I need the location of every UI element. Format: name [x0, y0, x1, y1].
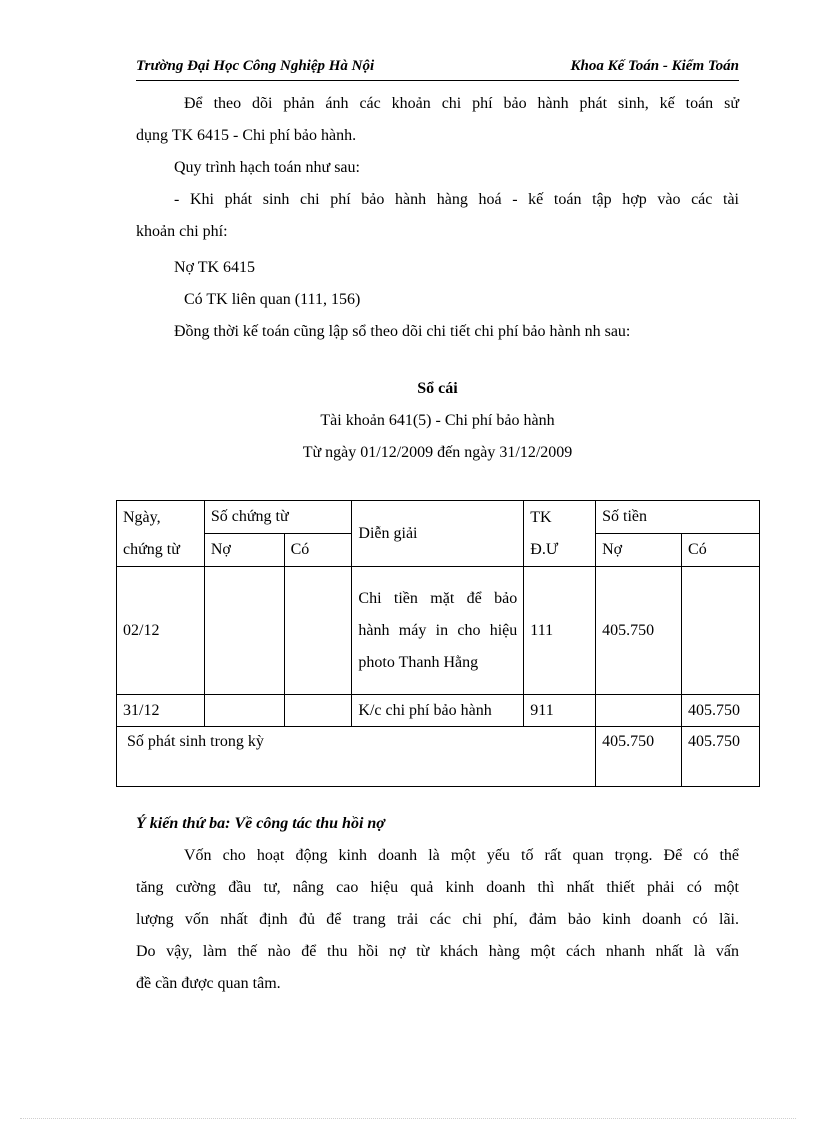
table-row — [117, 695, 760, 727]
row-debit: 405.750 — [596, 567, 682, 695]
table-header-row-1 — [117, 501, 760, 534]
header-voucher-debit: Nợ — [204, 534, 284, 567]
intro-line-1: Để theo dõi phản ánh các khoản chi phí bảo hành phát sinh, kế toán sử — [184, 95, 739, 112]
section-line-3: lượng vốn nhất định đủ để trang trải các chi phí, đảm bảo kinh doanh có lãi. — [136, 911, 739, 928]
intro-line-5: khoản chi phí: — [136, 223, 228, 240]
ledger-table — [116, 500, 760, 787]
row-credit: 405.750 — [682, 695, 760, 727]
header-voucher-credit: Có — [284, 534, 352, 567]
section-line-2: tăng cường đầu tư, nâng cao hiệu quả kinh doanh thì nhất thiết phải có một — [136, 879, 739, 896]
intro-line-6: Đồng thời kế toán cũng lập sổ theo dõi chi tiết chi phí bảo hành nh sau: — [174, 323, 631, 340]
section-line-1: Vốn cho hoạt động kinh doanh là một yếu tố rất quan trọng. Để có thể — [184, 847, 739, 864]
total-debit: 405.750 — [596, 727, 682, 787]
header-date-line-1: Ngày, — [123, 508, 161, 526]
total-label: Số phát sinh trong kỳ — [117, 727, 596, 787]
row-date: 31/12 — [117, 695, 205, 727]
row-voucher-debit — [204, 567, 284, 695]
ledger-title: Sổ cái — [417, 380, 458, 397]
table-row — [117, 567, 760, 695]
header-account-line-1: TK — [530, 508, 552, 526]
row-date: 02/12 — [117, 567, 205, 695]
header-amount: Số tiền — [596, 501, 760, 534]
section-line-4: Do vậy, làm thế nào để thu hồi nợ từ khách hàng một cách nhanh nhất là vấn — [136, 943, 739, 960]
row-voucher-credit — [284, 567, 352, 695]
row-debit — [596, 695, 682, 727]
header-account-line-2: Đ.Ư — [530, 540, 559, 558]
header-faculty: Khoa Kế Toán - Kiểm Toán — [570, 58, 739, 74]
entry-credit: Có TK liên quan (111, 156) — [184, 291, 361, 308]
section-heading: Ý kiến thứ ba: Về công tác thu hồi nợ — [136, 815, 385, 832]
row-description: K/c chi phí bảo hành — [352, 695, 524, 727]
intro-line-4: - Khi phát sinh chi phí bảo hành hàng hoá - kế toán tập hợp vào các tài — [174, 191, 739, 208]
header-account — [524, 501, 596, 567]
total-credit: 405.750 — [682, 727, 760, 787]
header-amount-credit: Có — [682, 534, 760, 567]
row-description: Chi tiền mặt để bảo hành máy in cho hiệu photo Thanh Hằng — [352, 567, 524, 695]
table-total-row — [117, 727, 760, 787]
header-voucher: Số chứng từ — [204, 501, 352, 534]
section-line-5: đề cần được quan tâm. — [136, 975, 281, 992]
row-account: 911 — [524, 695, 596, 727]
ledger-period: Từ ngày 01/12/2009 đến ngày 31/12/2009 — [302, 444, 573, 461]
row-credit — [682, 567, 760, 695]
header-description: Diễn giải — [352, 501, 524, 567]
intro-line-2: dụng TK 6415 - Chi phí bảo hành. — [136, 127, 357, 144]
header-school: Trường Đại Học Công Nghiệp Hà Nội — [136, 58, 375, 74]
header-date-line-2: chứng từ — [123, 540, 180, 558]
header-amount-debit: Nợ — [596, 534, 682, 567]
row-voucher-debit — [204, 695, 284, 727]
row-voucher-credit — [284, 695, 352, 727]
header-date — [117, 501, 205, 567]
ledger-subtitle: Tài khoản 641(5) - Chi phí bảo hành — [320, 412, 555, 429]
row-account: 111 — [524, 567, 596, 695]
page-header — [136, 56, 739, 81]
entry-debit: Nợ TK 6415 — [174, 259, 256, 276]
intro-line-3: Quy trình hạch toán như sau: — [174, 159, 360, 176]
page-bottom-divider — [20, 1118, 796, 1119]
